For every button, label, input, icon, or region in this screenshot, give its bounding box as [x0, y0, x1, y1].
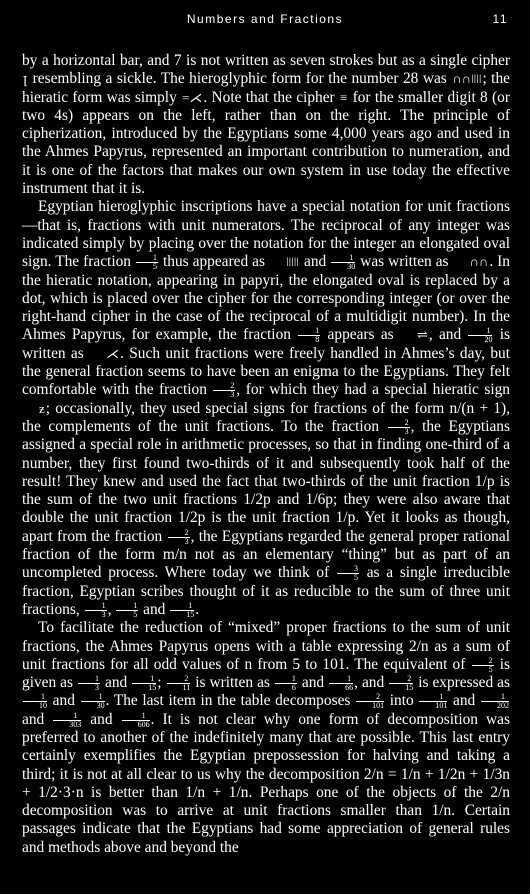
two-thirds-sign-icon: ƶ: [39, 400, 45, 416]
hieroglyph-thirtieth-icon: ∩∩: [469, 254, 489, 270]
hieratic-eighth-icon: ⇌: [416, 327, 428, 343]
fraction-1-8: $\frac{1}{8}$: [298, 327, 320, 344]
fraction-1-5: $\frac{1}{5}$: [136, 254, 158, 271]
fraction-3-5: $\frac{3}{5}$: [337, 565, 359, 582]
hieratic-8-icon: ≡: [339, 89, 348, 105]
fraction-1-101: $\frac{1}{101}$: [419, 693, 447, 710]
fraction-1-10: $\frac{1}{10}$: [23, 693, 47, 710]
running-title: Numbers and Fractions: [186, 12, 344, 26]
fraction-1-30: $\frac{1}{30}$: [331, 254, 355, 271]
fraction-1-15: $\frac{1}{15}$: [170, 602, 194, 619]
fraction-1-5: $\frac{1}{5}$: [116, 602, 138, 619]
paragraph-3: To facilitate the reduction of “mixed” proper fractions to the sum of unit fractions, the Ahmes Papyrus opens with a table expressing 2/n as a sum of unit fractions for all odd values of n from 5 to 101. The equivalent of $\frac{2}{5}$ is given as $\frac{1}{3}$ and $\frac{1}{15}$ ; $\frac{2}{11}$ is written as $\frac{1}{6}$ and $\frac{1}{66}$ , and $\frac{2}{15}$ is expressed as $\frac{1}{10}$ and $\frac{1}{30}$ . The last item in the table decomposes $\frac{2}{101}$ into $\frac{1}{101}$ and $\frac{1}{202}$ and $\frac{1}{303}$ and $\frac{1}{606}$ . It is not clear why one form of decomposition was preferred to another of the indefinitely many that are possible. This last entry certainly exemplifies the Egyptian prepossession for halving and taking a third; it is not at all clear to us why the decomposition 2/n = 1/n + 1/2n + 1/3n + 1/2·3·n is better than 1/n + 1/n. Perhaps one of the objects of the 2/n decomposition was to arrive at unit fractions smaller than 1/n. Certain passages indicate that the Egyptians had some appreciation of general rules and methods above and beyond the: [22, 619, 510, 856]
fraction-1-30: $\frac{1}{30}$: [81, 693, 105, 710]
fraction-1-15: $\frac{1}{15}$: [132, 675, 156, 692]
paragraph-1: by a horizontal bar, and 7 is not written as seven strokes but as a single cipher ꞁ resembling a sickle. The hieroglyphic form for the number 28 was ∩∩ǀǀǀǀ; the hieratic form was simply =⋌. Note that the cipher ≡ for the smaller digit 8 (or two 4s) appears on the left, rather than on the right. The principle of cipherization, introduced by the Egyptians some 4,000 years ago and used in the Ahmes Papyrus, represented an important contribution to numeration, and it is one of the factors that makes our own system in use today the effective instrument that it is.: [22, 52, 510, 198]
fraction-2-101: $\frac{2}{101}$: [356, 693, 384, 710]
paragraph-2: Egyptian hieroglyphic inscriptions have a special notation for unit fractions—that is, fractions with unit numerators. The reciprocal of any integer was indicated simply by placing over the notation for the integer an elongated oval sign. The fraction $\frac{1}{5}$ thus appeared as ǀǀǀǀǀ and $\frac{1}{30}$ was written as ∩∩. In the hieratic notation, appearing in papyri, the elongated oval is replaced by a dot, which is placed over the cipher for the corresponding integer (or over the right-hand cipher in the case of the reciprocal of a multidigit number). In the Ahmes Papyrus, for example, the fraction $\frac{1}{8}$ appears as ⇌, and $\frac{1}{20}$ is written as ⋌. Such unit fractions were freely handled in Ahmes’s day, but the general fraction seems to have been an enigma to the Egyptians. They felt comfortable with the fraction $\frac{2}{3}$ , for which they had a special hieratic sign ƶ; occasionally, they used special signs for fractions of the form n/(n + 1), the complements of the unit fractions. To the fraction $\frac{2}{3}$ , the Egyptians assigned a special role in arithmetic processes, so that in finding one-third of a number, they first found two-thirds of it and subsequently took half of the result! They knew and used the fact that two-thirds of the unit fraction 1/p is the sum of the two unit fractions 1/2p and 1/6p; they were also aware that double the unit fraction 1/2p is the unit fraction 1/p. Yet it looks as though, apart from the fraction $\frac{2}{3}$ , the Egyptians regarded the general proper rational fraction of the form m/n not as an elementary “thing” but as part of an uncompleted process. Where today we think of $\frac{3}{5}$ as a single irreducible fraction, Egyptian scribes thought of it as reducible to the sum of three unit fractions, $\frac{1}{3}$ , $\frac{1}{5}$ and $\frac{1}{15}$ .: [22, 198, 510, 619]
fraction-1-3: $\frac{1}{3}$: [78, 675, 100, 692]
fraction-2-11: $\frac{2}{11}$: [167, 675, 191, 692]
fraction-1-303: $\frac{1}{303}$: [53, 712, 81, 729]
hieratic-28-icon: =⋌: [182, 89, 203, 105]
fraction-2-3: $\frac{2}{3}$: [388, 419, 410, 436]
fraction-1-20: $\frac{1}{20}$: [468, 327, 492, 344]
fraction-1-66: $\frac{1}{66}$: [329, 675, 353, 692]
hieroglyph-28-icon: ∩∩ǀǀǀǀ: [452, 71, 482, 87]
fraction-1-606: $\frac{1}{606}$: [122, 712, 150, 729]
hieratic-twentieth-icon: ⋌: [106, 345, 120, 361]
fraction-1-3: $\frac{1}{3}$: [85, 602, 107, 619]
fraction-1-6: $\frac{1}{6}$: [275, 675, 297, 692]
fraction-2-15: $\frac{2}{15}$: [389, 675, 413, 692]
running-header: [22, 12, 508, 30]
fraction-2-5: $\frac{2}{5}$: [472, 657, 494, 674]
page-number: 11: [492, 12, 508, 26]
hieroglyph-fifth-icon: ǀǀǀǀǀ: [285, 254, 299, 270]
fraction-1-202: $\frac{1}{202}$: [481, 693, 509, 710]
sickle-glyph-icon: ꞁ: [23, 71, 28, 87]
body-text: [22, 52, 510, 857]
fraction-2-3: $\frac{2}{3}$: [213, 382, 235, 399]
fraction-2-3: $\frac{2}{3}$: [168, 529, 190, 546]
